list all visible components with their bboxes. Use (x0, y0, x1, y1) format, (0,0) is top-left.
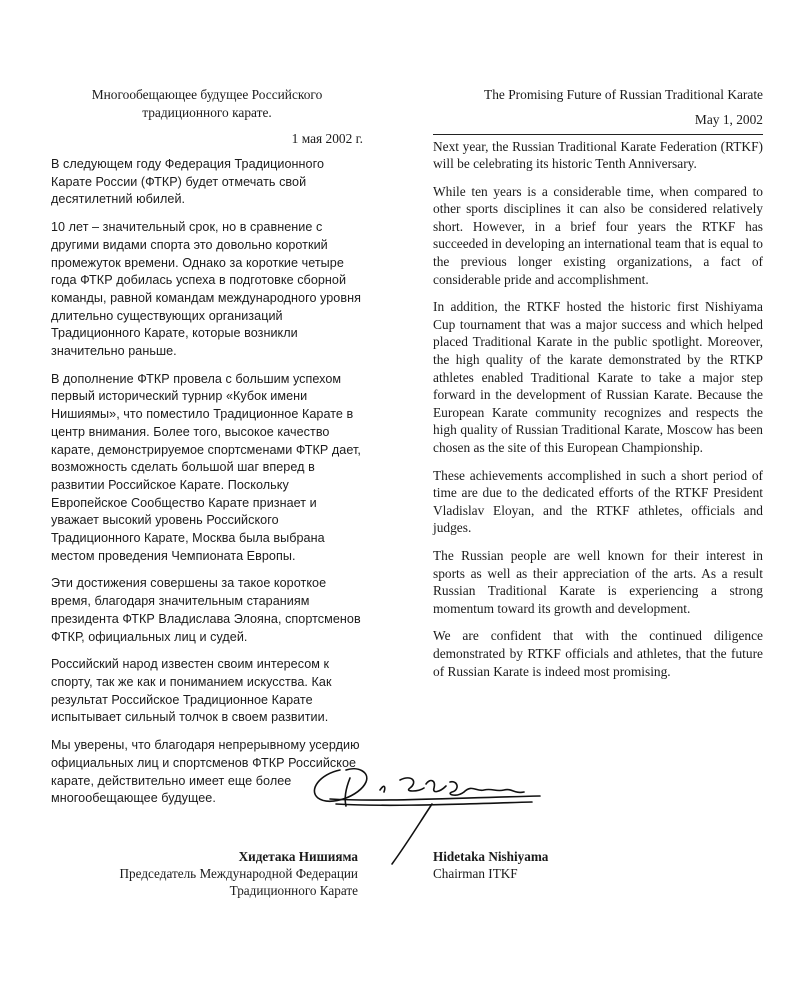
english-date: May 1, 2002 (694, 111, 763, 127)
russian-signature-block (120, 848, 358, 899)
english-paragraph-5: The Russian people are well known for their interest in sports as well as their appreciation of the arts. As a result Russian Traditional Karate is experiencing a strong momentum toward its growth and development. (433, 547, 763, 616)
english-signature-block (433, 848, 548, 882)
english-paragraph-4: These achievements accomplished in such a short period of time are due to the dedicated efforts of the RTKF President Vladislav Eloyan, and the RTKF athletes, officials and judges. (433, 467, 763, 536)
russian-signatory-name: Хидетака Нишияма (238, 849, 358, 864)
english-title: The Promising Future of Russian Traditional Karate (484, 87, 763, 102)
russian-paragraph-6: Мы уверены, что благодаря непрерывному усердию официальных лиц и спортсменов ФТКР Российское карате, действительно имеет еще более многообещающее будущее. (51, 738, 360, 806)
russian-paragraph-4: Эти достижения совершены за такое короткое время, благодаря значительным стараниям президента ФТКР Владислава Элояна, спортсменов ФТКР, официальных лиц и судей. (51, 576, 361, 644)
header-divider (433, 134, 763, 135)
russian-title-line2: традиционного карате. (142, 104, 272, 120)
russian-title-line1: Многообещающее будущее Российского (91, 87, 323, 102)
russian-column (51, 86, 363, 818)
english-paragraph-3: In addition, the RTKF hosted the historic first Nishiyama Cup tournament that was a major success and which helped placed Traditional Karate in the public spotlight. Moreover, the high quality of the karate demonstrated by the RTKP athletes enabled Traditional Karate to take a major step forward in the development of Russian Karate. Because the European Karate community recognizes and respects the high quality of Russian Traditional Karate, Moscow has been chosen as the site of this European Championship. (433, 299, 763, 455)
russian-paragraph-1: В следующем году Федерация Традиционного Карате России (ФТКР) будет отмечать свой десятилетний юбилей. (51, 157, 325, 207)
english-paragraph-2: While ten years is a considerable time, when compared to other sports disciplines it can also be considered relatively short. However, in a brief four years the RTKF has succeeded in developing an international team that is equal to the previous longer existing organizations, a fact of considerable pride and accomplishment. (433, 183, 763, 287)
english-signatory-role: Chairman ITKF (433, 866, 518, 881)
english-column (433, 86, 763, 690)
english-paragraph-6: We are confident that with the continued diligence demonstrated by RTKF officials and athletes, that the future of Russian Karate is indeed most promising. (433, 628, 763, 679)
russian-signatory-role-line2: Традиционного Карате (229, 883, 358, 898)
russian-paragraph-3: В дополнение ФТКР провела с большим успехом первый исторический турнир «Кубок имени Нишиямы», что поместило Традиционное Карате в центр внимания. Более того, высокое качество карате, демонстрируемое спортсменами ФТКР дает, возможность сделать большой шаг вперед в развитии Российское Карате. Поскольку Европейское Сообщество Карате признает и уважает высокий уровень Российского Традиционного Карате, Москва была выбрана местом проведения Чемпионата Европы. (51, 371, 361, 563)
russian-signatory-role-line1: Председатель Международной Федерации (119, 866, 358, 881)
russian-paragraph-5: Российский народ известен своим интересом к спорту, так же как и пониманием искусства. Как результат Российское Традиционное Карате испытывает сильный толчок в своем развитии. (51, 657, 332, 725)
english-signatory-name: Hidetaka Nishiyama (433, 849, 549, 864)
russian-paragraph-2: 10 лет – значительный срок, но в сравнение с другими видами спорта это довольно короткий промежуток времени. Однако за короткие четыре года ФТКР добилась успеха в подготовке сборной команды, равной командам международного уровня длительно существующих организаций Традиционного Карате, которые возникли значительно раньше. (51, 220, 361, 359)
russian-date: 1 мая 2002 г. (291, 131, 363, 146)
english-paragraph-1: Next year, the Russian Traditional Karate Federation (RTKF) will be celebrating its historic Tenth Anniversary. (433, 138, 763, 172)
russian-title (51, 86, 363, 121)
